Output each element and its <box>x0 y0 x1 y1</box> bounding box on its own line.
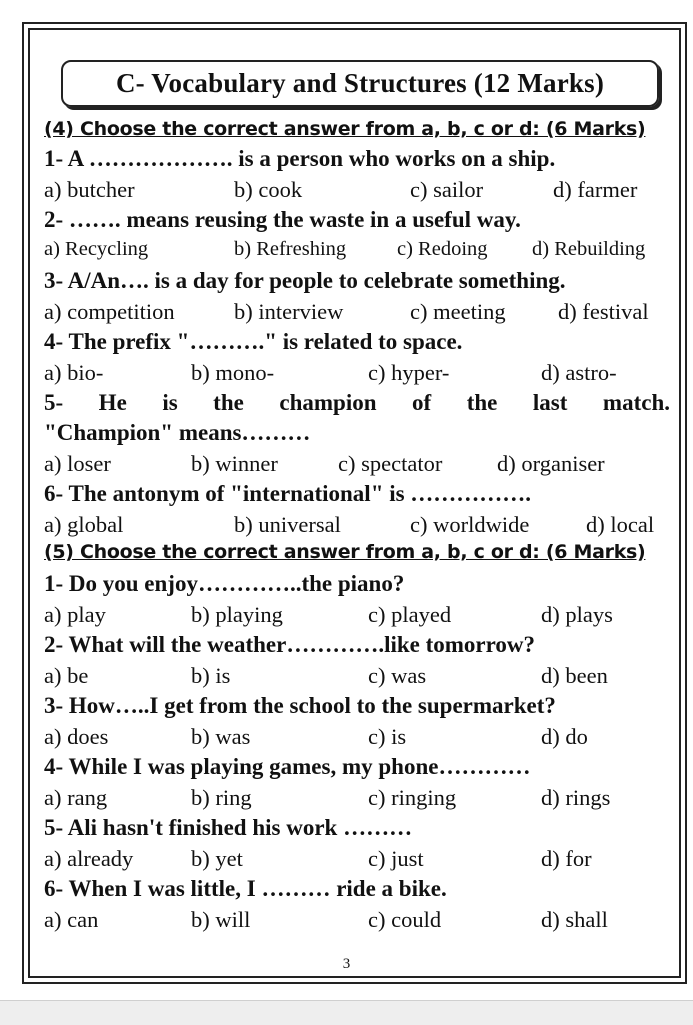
s4-question-5-line2: "Champion" means……… <box>44 420 311 445</box>
s5-q5-option-c[interactable]: c) just <box>368 846 424 871</box>
s4-q6-option-b[interactable]: b) universal <box>234 512 341 537</box>
section5-heading: (5) Choose the correct answer from a, b, c or d: (6 Marks) <box>44 541 646 563</box>
s4-options-2 <box>44 238 674 266</box>
s5-q6-option-d[interactable]: d) shall <box>541 907 608 932</box>
s5-options-1 <box>44 602 674 630</box>
s5-q2-option-d[interactable]: d) been <box>541 663 608 688</box>
s4-q6-option-a[interactable]: a) global <box>44 512 124 537</box>
s5-q3-option-b[interactable]: b) was <box>191 724 251 749</box>
s5-q1-option-b[interactable]: b) playing <box>191 602 283 627</box>
s4-q3-option-a[interactable]: a) competition <box>44 299 175 324</box>
s4-q1-option-d[interactable]: d) farmer <box>553 177 638 202</box>
s4-q2-option-a[interactable]: a) Recycling <box>44 238 149 260</box>
s5-options-2 <box>44 663 674 691</box>
s5-options-3 <box>44 724 674 752</box>
s5-q2-option-a[interactable]: a) be <box>44 663 89 688</box>
s5-q5-option-d[interactable]: d) for <box>541 846 592 871</box>
s5-q1-option-a[interactable]: a) play <box>44 602 106 627</box>
s5-options-4 <box>44 785 674 813</box>
s4-q5-option-c[interactable]: c) spectator <box>338 451 443 476</box>
s4-q4-option-c[interactable]: c) hyper- <box>368 360 450 385</box>
s4-question-1: 1- A ………………. is a person who works on a ship. <box>44 146 556 171</box>
section-title: C- Vocabulary and Structures (12 Marks) <box>61 60 659 107</box>
s4-q4-option-b[interactable]: b) mono- <box>191 360 275 385</box>
s5-options-5 <box>44 846 674 874</box>
s4-question-5-line1: 5- He is the champion of the last match. <box>44 390 670 415</box>
s5-q5-option-b[interactable]: b) yet <box>191 846 243 871</box>
s5-question-1: 1- Do you enjoy…………..the piano? <box>44 571 405 596</box>
s4-options-1 <box>44 177 674 205</box>
s5-q6-option-b[interactable]: b) will <box>191 907 251 932</box>
s4-q5-option-a[interactable]: a) loser <box>44 451 111 476</box>
s5-q4-option-d[interactable]: d) rings <box>541 785 611 810</box>
s4-options-3 <box>44 299 674 327</box>
s5-question-6: 6- When I was little, I ……… ride a bike. <box>44 876 447 901</box>
s4-q6-option-c[interactable]: c) worldwide <box>410 512 530 537</box>
s5-q4-option-c[interactable]: c) ringing <box>368 785 457 810</box>
page-number: 3 <box>342 956 351 972</box>
page-bottom-margin <box>0 1000 693 1025</box>
s5-q3-option-c[interactable]: c) is <box>368 724 407 749</box>
s5-q4-option-a[interactable]: a) rang <box>44 785 108 810</box>
s5-q1-option-c[interactable]: c) played <box>368 602 452 627</box>
s4-q3-option-c[interactable]: c) meeting <box>410 299 506 324</box>
s4-q4-option-d[interactable]: d) astro- <box>541 360 617 385</box>
s5-q4-option-b[interactable]: b) ring <box>191 785 252 810</box>
s4-options-4 <box>44 360 674 388</box>
s5-q6-option-c[interactable]: c) could <box>368 907 442 932</box>
s4-question-4: 4- The prefix "………." is related to space. <box>44 329 463 354</box>
s5-q3-option-d[interactable]: d) do <box>541 724 588 749</box>
s4-q2-option-b[interactable]: b) Refreshing <box>234 238 347 260</box>
s5-options-6 <box>44 907 674 935</box>
s4-q5-option-b[interactable]: b) winner <box>191 451 278 476</box>
s5-q6-option-a[interactable]: a) can <box>44 907 99 932</box>
s4-q3-option-b[interactable]: b) interview <box>234 299 344 324</box>
s4-q5-option-d[interactable]: d) organiser <box>497 451 605 476</box>
s4-options-5 <box>44 451 674 479</box>
s4-question-3: 3- A/An…. is a day for people to celebrate something. <box>44 268 566 293</box>
s4-options-6 <box>44 512 674 540</box>
s4-q1-option-c[interactable]: c) sailor <box>410 177 484 202</box>
s5-question-3: 3- How…..I get from the school to the supermarket? <box>44 693 556 718</box>
s5-question-2: 2- What will the weather………….like tomorrow? <box>44 632 536 657</box>
s4-q2-option-c[interactable]: c) Redoing <box>397 238 488 260</box>
section4-heading: (4) Choose the correct answer from a, b, c or d: (6 Marks) <box>44 118 646 140</box>
s5-q5-option-a[interactable]: a) already <box>44 846 134 871</box>
s4-q1-option-b[interactable]: b) cook <box>234 177 303 202</box>
s5-q2-option-b[interactable]: b) is <box>191 663 231 688</box>
s5-question-4: 4- While I was playing games, my phone………… <box>44 754 531 779</box>
s4-q3-option-d[interactable]: d) festival <box>558 299 649 324</box>
s4-q6-option-d[interactable]: d) local <box>586 512 655 537</box>
s4-q4-option-a[interactable]: a) bio- <box>44 360 104 385</box>
s5-question-5: 5- Ali hasn't finished his work ……… <box>44 815 413 840</box>
s4-q1-option-a[interactable]: a) butcher <box>44 177 135 202</box>
s5-q3-option-a[interactable]: a) does <box>44 724 109 749</box>
s5-q2-option-c[interactable]: c) was <box>368 663 427 688</box>
s5-q1-option-d[interactable]: d) plays <box>541 602 613 627</box>
s4-question-2: 2- ……. means reusing the waste in a useful way. <box>44 207 521 232</box>
s4-q2-option-d[interactable]: d) Rebuilding <box>532 238 646 260</box>
s4-question-6: 6- The antonym of "international" is ……………. <box>44 481 532 506</box>
